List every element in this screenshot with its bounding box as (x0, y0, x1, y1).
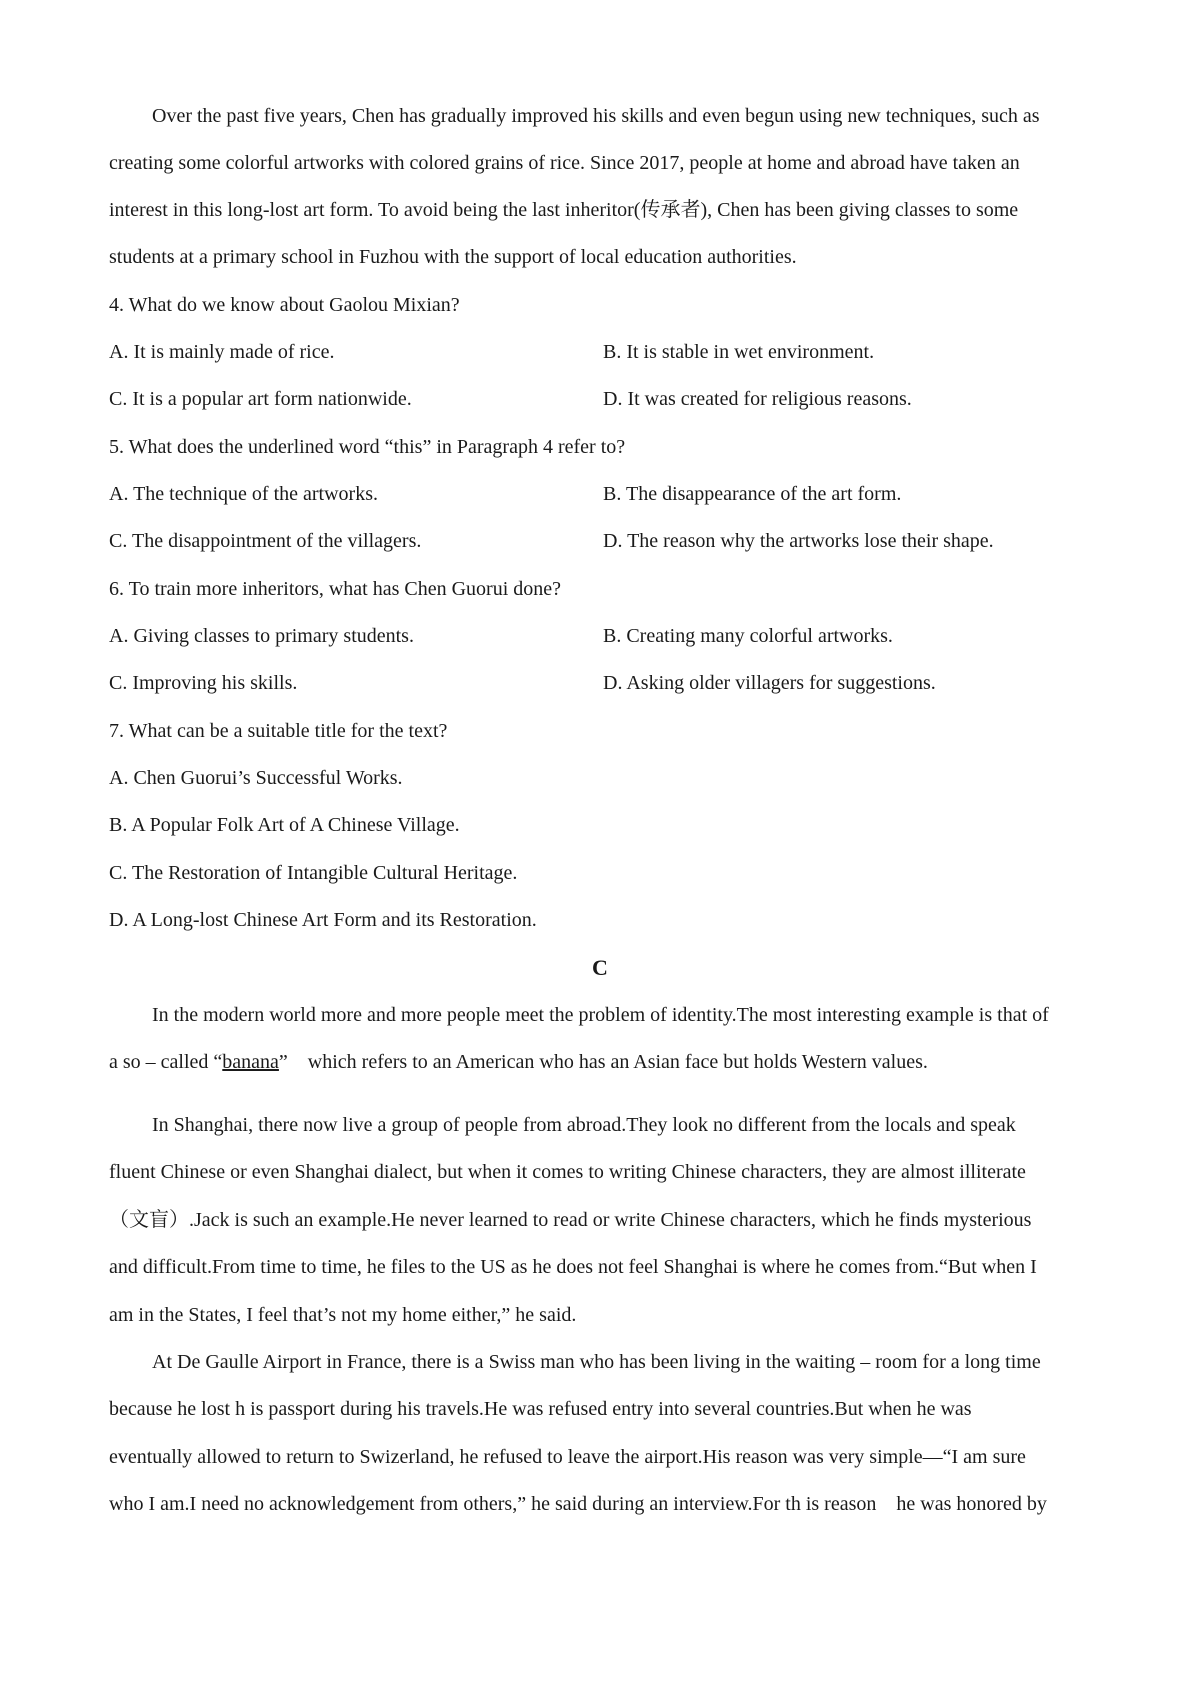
question-6-option-b: B. Creating many colorful artworks. (603, 625, 893, 647)
question-4-option-c: C. It is a popular art form nationwide. (109, 388, 412, 410)
section-c-p2-line-4: and difficult.From time to time, he files to the US as he does not feel Shanghai is where he comes from.“But when I (109, 1256, 1037, 1278)
question-5-stem: 5. What does the underlined word “this” in Paragraph 4 refer to? (109, 436, 626, 458)
section-c-p3-line-1: At De Gaulle Airport in France, there is a Swiss man who has been living in the waiting – room for a long time (152, 1351, 1041, 1373)
section-c-p3-line-2: because he lost h is passport during his travels.He was refused entry into several countries.But when he was (109, 1398, 972, 1420)
underlined-word: banana (222, 1051, 279, 1073)
question-7-option-a: A. Chen Guorui’s Successful Works. (109, 767, 403, 789)
question-7-option-c: C. The Restoration of Intangible Cultural Heritage. (109, 862, 518, 884)
section-c-p2-line-5: am in the States, I feel that’s not my home either,” he said. (109, 1304, 577, 1326)
question-4-option-b: B. It is stable in wet environment. (603, 341, 875, 363)
p1-line-2-text-after: ” which refers to an American who has an Asian face but holds Western values. (278, 1051, 928, 1073)
p1-line-2-text-before: a so – called “ (109, 1051, 223, 1073)
question-6-stem: 6. To train more inheritors, what has Chen Guorui done? (109, 578, 562, 600)
question-7-option-d: D. A Long-lost Chinese Art Form and its Restoration. (109, 909, 537, 931)
question-5-option-c: C. The disappointment of the villagers. (109, 530, 422, 552)
passage-b-line-4: students at a primary school in Fuzhou with the support of local education authorities. (109, 246, 797, 268)
question-7-option-b: B. A Popular Folk Art of A Chinese Village. (109, 814, 460, 836)
question-4-option-a: A. It is mainly made of rice. (109, 341, 335, 363)
section-c-p1-line-2 (109, 1050, 928, 1074)
question-5-option-d: D. The reason why the artworks lose their shape. (603, 530, 994, 552)
passage-b-line-3: interest in this long-lost art form. To avoid being the last inheritor(传承者), Chen has been giving classes to some (109, 199, 1019, 221)
section-c-p3-line-4: who I am.I need no acknowledgement from others,” he said during an interview.For th is reason he was honored by (109, 1493, 1047, 1515)
question-5-option-b: B. The disappearance of the art form. (603, 483, 902, 505)
section-c-p3-line-3: eventually allowed to return to Swizerland, he refused to leave the airport.His reason was very simple—“I am sure (109, 1446, 1026, 1468)
passage-b-line-2: creating some colorful artworks with colored grains of rice. Since 2017, people at home and abroad have taken an (109, 152, 1020, 174)
section-c-p2-line-1: In Shanghai, there now live a group of people from abroad.They look no different from the locals and speak (152, 1114, 1016, 1136)
question-6-option-a: A. Giving classes to primary students. (109, 625, 414, 647)
question-4-option-d: D. It was created for religious reasons. (603, 388, 912, 410)
question-6-option-c: C. Improving his skills. (109, 672, 298, 694)
question-7-stem: 7. What can be a suitable title for the text? (109, 720, 448, 742)
question-5-option-a: A. The technique of the artworks. (109, 483, 378, 505)
passage-b-line-1: Over the past five years, Chen has gradually improved his skills and even begun using new techniques, such as (152, 105, 1040, 127)
section-c-p2-line-2: fluent Chinese or even Shanghai dialect, but when it comes to writing Chinese characters, they are almost illiterate (109, 1161, 1026, 1183)
question-4-stem: 4. What do we know about Gaolou Mixian? (109, 294, 460, 316)
question-6-option-d: D. Asking older villagers for suggestions. (603, 672, 936, 694)
section-heading: C (592, 955, 608, 980)
section-c-p1-line-1: In the modern world more and more people meet the problem of identity.The most interesting example is that of (152, 1004, 1049, 1026)
section-c-p2-line-3: （文盲）.Jack is such an example.He never learned to read or write Chinese characters, which he finds mysterious (109, 1209, 1032, 1231)
